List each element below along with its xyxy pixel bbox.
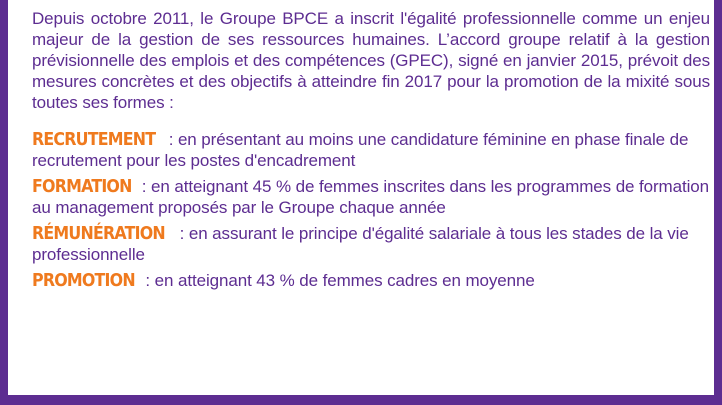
text-block [32, 8, 710, 291]
measure-text: : en atteignant 43 % de femmes cadres en moyenne [140, 271, 535, 290]
measure-item-training [32, 176, 710, 218]
measure-keyword: PROMOTION [32, 270, 135, 291]
measure-text: : en présentant au moins une candidature féminine en phase finale de recrutement pour les postes d'encadrement [32, 130, 689, 170]
measure-keyword: FORMATION [32, 176, 132, 197]
measure-keyword: RECRUTEMENT [32, 129, 156, 150]
measure-item-promotion [32, 270, 710, 291]
measure-item-compensation [32, 223, 710, 265]
measure-text: : en assurant le principe d'égalité salariale à tous les stades de la vie professionnelle [32, 224, 689, 264]
measure-keyword: RÉMUNÉRATION [32, 223, 165, 244]
measures-list [32, 129, 710, 291]
intro-paragraph: Depuis octobre 2011, le Groupe BPCE a inscrit l'égalité professionnelle comme un enjeu majeur de la gestion de ses ressources humaines. L’accord groupe relatif à la gestion prévisionnelle des emplois et des compétences (GPEC), signé en janvier 2015, prévoit des mesures concrètes et des objectifs à atteindre fin 2017 pour la promotion de la mixité sous toutes ses formes : [32, 9, 710, 112]
measure-item-recruitment [32, 129, 710, 171]
measure-text: : en atteignant 45 % de femmes inscrites dans les programmes de formation au management proposés par le Groupe chaque année [32, 177, 709, 217]
